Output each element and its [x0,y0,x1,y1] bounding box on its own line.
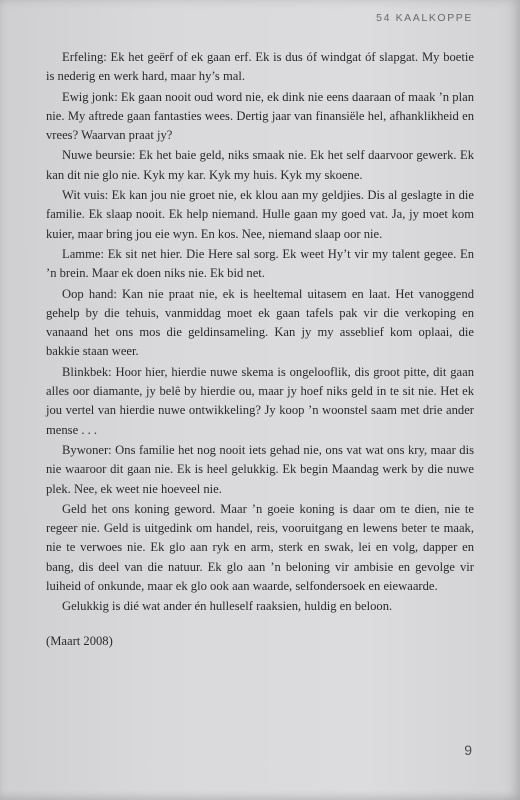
paragraph-bywoner: Bywoner: Ons familie het nog nooit iets gehad nie, ons vat wat ons kry, maar dis nie waaroor dit gaan nie. Ek is heel gelukkig. Ek begin Maandag werk by die nuwe plek. Nee, ek weet nie hoeveel nie. [46,442,474,496]
paragraph-nuwe-beursie: Nuwe beursie: Ek het baie geld, niks smaak nie. Ek het self daarvoor gewerk. Ek kan dit nie glo nie. Kyk my kar. Kyk my huis. Kyk my skoene. [46,148,474,182]
paragraph-wit-vuis: Wit vuis: Ek kan jou nie groet nie, ek klou aan my geldjies. Dis al geslagte in die familie. Ek slaap nooit. Ek help niemand. Hulle gaan my goed vat. Ja, jy moet kom kuier, maar bring jou eie wyn. En kos. Nee, niemand slaap oor nie. [46,188,474,241]
date-line: (Maart 2008) [46,633,113,648]
page-number: 9 [464,742,472,758]
paragraph-blinkbek: Blinkbek: Hoor hier, hierdie nuwe skema is ongelooflik, dis groot pitte, dit gaan alles oor diamante, jy belê by hierdie ou, maar jy hoef niks geld in te sit nie. Het ek jou vertel van hierdie nuwe ontwikkeling? Jy koop ’n woonstel saam met drie ander mense . . . [46,364,474,437]
paragraph-ewig-jonk: Ewig jonk: Ek gaan nooit oud word nie, ek dink nie eens daaraan of maak ’n plan nie. My aftrede gaan fantasties wees. Dertig jaar van finansiële hel, afhanklikheid en vrees? Waarvan praat jy? [46,89,474,143]
paragraph-erfeling: Erfeling: Ek het geërf of ek gaan erf. Ek is dus óf windgat óf slapgat. My boetie is nederig en werk hard, maar hy’s mal. [46,50,474,84]
paragraph-gelukkig: Gelukkig is dié wat ander én hulleself raaksien, huldig en beloon. [62,599,393,614]
paragraph-lamme: Lamme: Ek sit net hier. Die Here sal sorg. Ek weet Hy’t vir my talent gegee. En ’n brein. Maar ek doen niks nie. Ek bid net. [46,246,474,281]
paragraph-oop-hand: Oop hand: Kan nie praat nie, ek is heeltemal uitasem en laat. Het vanoggend gehelp by die tehuis, vanmiddag moet ek gaan tafels pak vir die verkoping en vanaand het ons mos die geldinsameling. Kan jy my asseblief kom oplaai, die bakkie staan weer. [46,286,474,359]
body-text [46,48,474,652]
paragraph-geld-koning: Geld het ons koning geword. Maar ’n goeie koning is daar om te dien, nie te regeer nie. Geld is uitgedink om handel, reis, vooruitgang en lewens beter te maak, nie te verwoes nie. Ek glo aan ryk en arm, sterk en swak, lei en volg, dapper en bang, dis deel van die natuur. Ek glo aan ’n beloning vir ambisie en gevolge vir luiheid of onkunde, maar ek glo ook aan waarde, selfondersoek en eiewaarde. [46,501,474,594]
running-head: 54 KAALKOPPE [376,12,473,24]
